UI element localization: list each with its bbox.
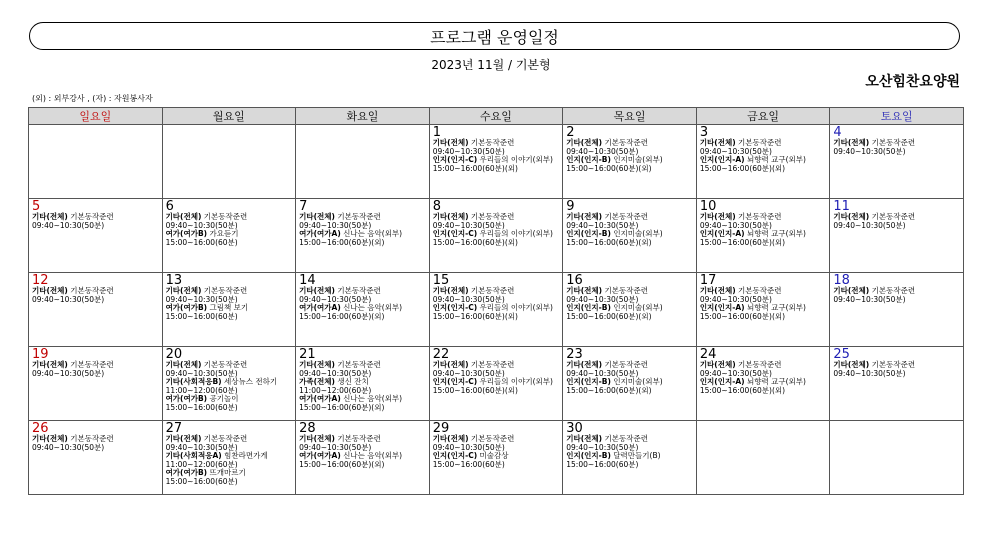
event-time: 09:40~10:30(50분) bbox=[699, 146, 772, 156]
event-category: 여가(여가A) bbox=[299, 394, 341, 404]
event-category: 기타(전체) bbox=[299, 434, 335, 443]
event-name: 신나는 음악(외부) bbox=[343, 394, 403, 404]
event-time: 09:40~10:30(50분) bbox=[833, 220, 906, 230]
event-name: 기본동작준련 bbox=[871, 360, 916, 369]
event-name: 기본동작준련 bbox=[871, 212, 916, 221]
calendar-day-cell bbox=[696, 125, 830, 199]
event-category: 인지(인지-B) bbox=[566, 229, 611, 239]
calendar-day-cell bbox=[429, 273, 563, 347]
event-name: 기본동작준련 bbox=[604, 434, 648, 443]
event-time: 09:40~10:30(50분) bbox=[165, 220, 238, 230]
event-name: 기본동작준련 bbox=[470, 434, 515, 443]
event-time: 09:40~10:30(50분) bbox=[165, 442, 238, 452]
event-time: 15:00~16:00(60분) bbox=[165, 311, 238, 321]
event-name: 공기놀이 bbox=[209, 394, 239, 404]
event-time: 09:40~10:30(50분) bbox=[566, 442, 639, 452]
calendar-day-cell bbox=[563, 125, 697, 199]
event-name: 힘찬라면가게 bbox=[224, 451, 268, 461]
event-name: 기본동작준련 bbox=[203, 360, 248, 369]
event-name: 인지미술(외부) bbox=[613, 155, 663, 165]
event-category: 인지(인지-C) bbox=[432, 377, 478, 387]
event-name: 기본동작준련 bbox=[70, 212, 114, 221]
day-number: 7 bbox=[299, 199, 308, 214]
event-name: 기본동작준련 bbox=[871, 138, 916, 147]
event-name: 기본동작준련 bbox=[604, 286, 648, 295]
day-number: 22 bbox=[432, 347, 450, 362]
event-category: 기타(전체) bbox=[299, 212, 335, 221]
event-name: 기본동작준련 bbox=[70, 286, 114, 295]
event-category: 기타(전체) bbox=[165, 434, 202, 443]
event-name: 그림책 보기 bbox=[209, 303, 249, 313]
event-name: 가요듣기 bbox=[209, 229, 239, 239]
day-number: 9 bbox=[566, 199, 575, 214]
event-name: 우리들의 이야기(외부) bbox=[479, 377, 553, 387]
event-category: 가족(전체) bbox=[299, 377, 335, 387]
event-time: 09:40~10:30(50분) bbox=[299, 368, 372, 378]
event-category: 기타(전체) bbox=[32, 286, 68, 295]
event-name: 뇌향력 교구(외부) bbox=[746, 303, 806, 313]
event-time: 09:40~10:30(50분) bbox=[833, 368, 906, 378]
weekday-header-wednesday: 수요일 bbox=[429, 108, 563, 125]
event-name: 기본동작준련 bbox=[871, 286, 916, 295]
event-category: 기타(전체) bbox=[566, 360, 603, 369]
weekday-header-tuesday: 화요일 bbox=[296, 108, 430, 125]
event-time: 15:00~16:00(60분)(외) bbox=[299, 459, 385, 469]
calendar-day-cell bbox=[296, 347, 430, 421]
calendar-day-cell bbox=[563, 273, 697, 347]
event-time: 09:40~10:30(50분) bbox=[699, 220, 772, 230]
day-number: 14 bbox=[299, 273, 316, 288]
event-category: 인지(인지-C) bbox=[432, 303, 478, 313]
event-name: 기본동작준련 bbox=[738, 286, 782, 295]
event-name: 기본동작준련 bbox=[337, 212, 381, 221]
event-time: 15:00~16:00(60분) bbox=[432, 459, 505, 469]
event-time: 15:00~16:00(60분)(외) bbox=[432, 163, 518, 173]
event-category: 인지(인지-A) bbox=[699, 229, 745, 239]
event-category: 여가(여가A) bbox=[299, 229, 341, 239]
day-number: 30 bbox=[566, 421, 583, 436]
event-name: 달력만들기(B) bbox=[613, 451, 661, 461]
event-name: 뇌향력 교구(외부) bbox=[746, 229, 806, 239]
event-name: 기본동작준련 bbox=[203, 286, 248, 295]
event-time: 09:40~10:30(50분) bbox=[432, 442, 505, 452]
day-number: 12 bbox=[32, 273, 49, 288]
schedule-title-box bbox=[29, 22, 960, 50]
event-name: 기본동작준련 bbox=[738, 360, 782, 369]
event-time: 11:00~12:00(60분) bbox=[299, 385, 372, 395]
calendar-day-cell bbox=[162, 347, 296, 421]
event-category: 기타(전체) bbox=[32, 434, 68, 443]
calendar-day-cell bbox=[830, 347, 964, 421]
event-time: 09:40~10:30(50분) bbox=[566, 220, 639, 230]
weekday-header-row bbox=[29, 108, 964, 125]
calendar-week-row bbox=[29, 199, 964, 273]
weekday-header-thursday: 목요일 bbox=[563, 108, 697, 125]
calendar-day-cell bbox=[29, 421, 163, 495]
event-category: 인지(인지-C) bbox=[432, 451, 478, 461]
event-name: 인지미술(외부) bbox=[613, 377, 663, 387]
event-name: 뇌향력 교구(외부) bbox=[746, 155, 806, 165]
calendar-day-cell bbox=[429, 199, 563, 273]
event-category: 기타(사회적응A) bbox=[165, 451, 222, 461]
event-category: 기타(전체) bbox=[699, 212, 736, 221]
event-name: 기본동작준련 bbox=[604, 138, 648, 147]
event-time: 15:00~16:00(60분)(외) bbox=[699, 311, 786, 321]
day-number: 4 bbox=[833, 125, 842, 140]
calendar-day-cell bbox=[830, 199, 964, 273]
event-category: 기타(전체) bbox=[566, 138, 603, 147]
calendar-day-cell bbox=[696, 199, 830, 273]
event-time: 15:00~16:00(60분)(외) bbox=[432, 385, 518, 395]
event-name: 기본동작준련 bbox=[470, 360, 515, 369]
event-name: 인지미술(외부) bbox=[613, 303, 663, 313]
calendar-body bbox=[29, 125, 964, 495]
event-category: 여가(여가B) bbox=[165, 468, 208, 478]
day-number: 2 bbox=[566, 125, 575, 140]
calendar-day-cell bbox=[162, 273, 296, 347]
event-time: 09:40~10:30(50분) bbox=[699, 368, 772, 378]
day-number: 23 bbox=[566, 347, 583, 362]
event-category: 기타(전체) bbox=[299, 360, 335, 369]
event-category: 인지(인지-B) bbox=[566, 303, 611, 313]
event-time: 15:00~16:00(60분) bbox=[165, 237, 238, 247]
event-time: 15:00~16:00(60분)(외) bbox=[699, 385, 786, 395]
event-category: 여가(여가A) bbox=[299, 451, 341, 461]
calendar-day-cell bbox=[296, 273, 430, 347]
event-time: 11:00~12:00(60분) bbox=[165, 459, 238, 469]
event-category: 기타(전체) bbox=[432, 286, 469, 295]
event-category: 인지(인지-A) bbox=[699, 155, 745, 165]
event-name: 기본동작준련 bbox=[604, 212, 648, 221]
event-time: 15:00~16:00(60분) bbox=[566, 459, 639, 469]
event-time: 09:40~10:30(50분) bbox=[165, 294, 238, 304]
day-number: 27 bbox=[165, 421, 183, 436]
event-time: 09:40~10:30(50분) bbox=[299, 442, 372, 452]
event-category: 기타(전체) bbox=[32, 360, 68, 369]
calendar-day-cell bbox=[29, 125, 163, 199]
event-name: 신나는 음악(외부) bbox=[343, 451, 403, 461]
event-time: 09:40~10:30(50분) bbox=[32, 442, 105, 452]
event-category: 기타(전체) bbox=[833, 212, 870, 221]
event-name: 세상뉴스 전하기 bbox=[224, 377, 278, 387]
event-name: 미술감상 bbox=[479, 451, 509, 461]
event-category: 여가(여가A) bbox=[299, 303, 341, 313]
event-time: 15:00~16:00(60분)(외) bbox=[299, 311, 385, 321]
event-time: 15:00~16:00(60분)(외) bbox=[566, 311, 652, 321]
day-number: 20 bbox=[165, 347, 183, 362]
event-category: 기타(전체) bbox=[833, 138, 870, 147]
event-category: 인지(인지-B) bbox=[566, 377, 611, 387]
calendar-week-row bbox=[29, 347, 964, 421]
calendar-day-cell bbox=[563, 199, 697, 273]
calendar-day-cell bbox=[830, 125, 964, 199]
calendar-day-cell bbox=[296, 421, 430, 495]
event-category: 인지(인지-B) bbox=[566, 451, 611, 461]
schedule-subtitle: 2023년 11월 / 기본형 bbox=[431, 58, 551, 72]
calendar-day-cell bbox=[830, 421, 964, 495]
event-category: 기타(전체) bbox=[432, 138, 469, 147]
calendar-day-cell bbox=[429, 421, 563, 495]
calendar-week-row bbox=[29, 273, 964, 347]
event-name: 기본동작준련 bbox=[604, 360, 648, 369]
calendar-day-cell bbox=[29, 347, 163, 421]
event-time: 15:00~16:00(60분)(외) bbox=[566, 237, 652, 247]
day-number: 1 bbox=[432, 125, 441, 140]
event-name: 기본동작준련 bbox=[337, 360, 381, 369]
calendar-day-cell bbox=[29, 273, 163, 347]
event-category: 기타(전체) bbox=[432, 360, 469, 369]
event-time: 09:40~10:30(50분) bbox=[432, 146, 505, 156]
event-time: 09:40~10:30(50분) bbox=[432, 368, 505, 378]
event-category: 기타(전체) bbox=[833, 360, 870, 369]
event-time: 09:40~10:30(50분) bbox=[32, 368, 105, 378]
calendar-day-cell bbox=[29, 199, 163, 273]
calendar-day-cell bbox=[696, 347, 830, 421]
legend-note: (외) : 외부강사 , (자) : 자원봉사자 bbox=[32, 94, 153, 103]
event-name: 기본동작준련 bbox=[470, 138, 515, 147]
event-category: 기타(전체) bbox=[699, 138, 736, 147]
calendar-week-row bbox=[29, 421, 964, 495]
event-time: 09:40~10:30(50분) bbox=[566, 294, 639, 304]
day-number: 5 bbox=[32, 199, 41, 214]
calendar-week-row bbox=[29, 125, 964, 199]
event-name: 기본동작준련 bbox=[70, 360, 114, 369]
event-name: 뜨개마르기 bbox=[209, 468, 246, 478]
event-time: 15:00~16:00(60분)(외) bbox=[432, 311, 518, 321]
event-name: 뇌향력 교구(외부) bbox=[746, 377, 806, 387]
calendar-day-cell bbox=[696, 273, 830, 347]
event-category: 기타(전체) bbox=[432, 212, 469, 221]
day-number: 13 bbox=[165, 273, 183, 288]
calendar-day-cell bbox=[162, 125, 296, 199]
event-category: 여가(여가B) bbox=[165, 394, 208, 404]
calendar-day-cell bbox=[162, 199, 296, 273]
event-category: 기타(전체) bbox=[32, 212, 68, 221]
organization-name: 오산힘찬요양원 bbox=[865, 74, 960, 90]
event-name: 신나는 음악(외부) bbox=[343, 229, 403, 239]
event-time: 09:40~10:30(50분) bbox=[32, 220, 105, 230]
weekday-header-saturday: 토요일 bbox=[830, 108, 964, 125]
event-time: 15:00~16:00(60분) bbox=[165, 476, 238, 486]
page-title: 프로그램 운영일정 bbox=[430, 27, 559, 47]
event-time: 09:40~10:30(50분) bbox=[833, 146, 906, 156]
event-name: 기본동작준련 bbox=[470, 212, 515, 221]
event-time: 09:40~10:30(50분) bbox=[566, 368, 639, 378]
event-category: 여가(여가B) bbox=[165, 229, 208, 239]
calendar-day-cell bbox=[296, 125, 430, 199]
day-number: 8 bbox=[432, 199, 441, 214]
event-time: 15:00~16:00(60분)(외) bbox=[299, 237, 385, 247]
day-number: 15 bbox=[432, 273, 450, 288]
event-time: 09:40~10:30(50분) bbox=[432, 220, 505, 230]
event-category: 기타(전체) bbox=[566, 212, 603, 221]
day-number: 11 bbox=[833, 199, 850, 214]
event-time: 15:00~16:00(60분)(외) bbox=[299, 402, 385, 412]
event-time: 09:40~10:30(50분) bbox=[299, 294, 372, 304]
event-category: 기타(전체) bbox=[833, 286, 870, 295]
event-category: 인지(인지-A) bbox=[699, 303, 745, 313]
event-category: 기타(전체) bbox=[165, 286, 202, 295]
day-number: 25 bbox=[833, 347, 850, 362]
event-name: 기본동작준련 bbox=[337, 434, 381, 443]
event-category: 인지(인지-A) bbox=[699, 377, 745, 387]
event-name: 기본동작준련 bbox=[70, 434, 114, 443]
event-name: 우리들의 이야기(외부) bbox=[479, 303, 553, 313]
event-time: 11:00~12:00(60분) bbox=[165, 385, 238, 395]
event-category: 기타(전체) bbox=[299, 286, 335, 295]
day-number: 24 bbox=[699, 347, 717, 362]
day-number: 18 bbox=[833, 273, 850, 288]
event-category: 기타(전체) bbox=[165, 212, 202, 221]
weekday-header-friday: 금요일 bbox=[696, 108, 830, 125]
event-category: 인지(인지-C) bbox=[432, 155, 478, 165]
event-category: 기타(전체) bbox=[165, 360, 202, 369]
calendar-day-cell bbox=[162, 421, 296, 495]
day-number: 29 bbox=[432, 421, 450, 436]
event-time: 15:00~16:00(60분)(외) bbox=[566, 385, 652, 395]
event-time: 15:00~16:00(60분)(외) bbox=[699, 237, 786, 247]
event-name: 인지미술(외부) bbox=[613, 229, 663, 239]
event-name: 우리들의 이야기(외부) bbox=[479, 155, 553, 165]
event-name: 우리들의 이야기(외부) bbox=[479, 229, 553, 239]
day-number: 6 bbox=[165, 199, 174, 214]
event-name: 신나는 음악(외부) bbox=[343, 303, 403, 313]
calendar-day-cell bbox=[696, 421, 830, 495]
day-number: 28 bbox=[299, 421, 316, 436]
event-category: 기타(전체) bbox=[566, 286, 603, 295]
event-time: 09:40~10:30(50분) bbox=[32, 294, 105, 304]
event-time: 09:40~10:30(50분) bbox=[432, 294, 505, 304]
event-time: 15:00~16:00(60분)(외) bbox=[432, 237, 518, 247]
weekday-header-monday: 월요일 bbox=[162, 108, 296, 125]
event-name: 생신 잔치 bbox=[337, 377, 369, 387]
calendar-table bbox=[28, 107, 964, 495]
day-number: 17 bbox=[699, 273, 717, 288]
event-category: 인지(인지-C) bbox=[432, 229, 478, 239]
event-name: 기본동작준련 bbox=[738, 212, 782, 221]
event-name: 기본동작준련 bbox=[203, 434, 248, 443]
event-time: 09:40~10:30(50분) bbox=[699, 294, 772, 304]
event-category: 여가(여가B) bbox=[165, 303, 208, 313]
event-time: 09:40~10:30(50분) bbox=[299, 220, 372, 230]
day-number: 26 bbox=[32, 421, 49, 436]
day-number: 19 bbox=[32, 347, 49, 362]
event-time: 15:00~16:00(60분) bbox=[165, 402, 238, 412]
day-number: 16 bbox=[566, 273, 583, 288]
calendar-day-cell bbox=[563, 347, 697, 421]
event-time: 09:40~10:30(50분) bbox=[566, 146, 639, 156]
day-number: 10 bbox=[699, 199, 717, 214]
calendar-day-cell bbox=[563, 421, 697, 495]
event-time: 09:40~10:30(50분) bbox=[165, 368, 238, 378]
event-time: 15:00~16:00(60분)(외) bbox=[566, 163, 652, 173]
event-time: 15:00~16:00(60분)(외) bbox=[699, 163, 786, 173]
event-category: 인지(인지-B) bbox=[566, 155, 611, 165]
event-name: 기본동작준련 bbox=[470, 286, 515, 295]
calendar-day-cell bbox=[296, 199, 430, 273]
event-category: 기타(전체) bbox=[699, 360, 736, 369]
event-name: 기본동작준련 bbox=[738, 138, 782, 147]
event-category: 기타(전체) bbox=[432, 434, 469, 443]
event-time: 09:40~10:30(50분) bbox=[833, 294, 906, 304]
calendar-day-cell bbox=[830, 273, 964, 347]
day-number: 3 bbox=[699, 125, 709, 140]
weekday-header-sunday: 일요일 bbox=[29, 108, 163, 125]
event-name: 기본동작준련 bbox=[203, 212, 248, 221]
event-category: 기타(전체) bbox=[699, 286, 736, 295]
event-category: 기타(전체) bbox=[566, 434, 603, 443]
calendar-day-cell bbox=[429, 125, 563, 199]
calendar-day-cell bbox=[429, 347, 563, 421]
day-number: 21 bbox=[299, 347, 316, 362]
event-name: 기본동작준련 bbox=[337, 286, 381, 295]
event-category: 기타(사회적응B) bbox=[165, 377, 222, 387]
